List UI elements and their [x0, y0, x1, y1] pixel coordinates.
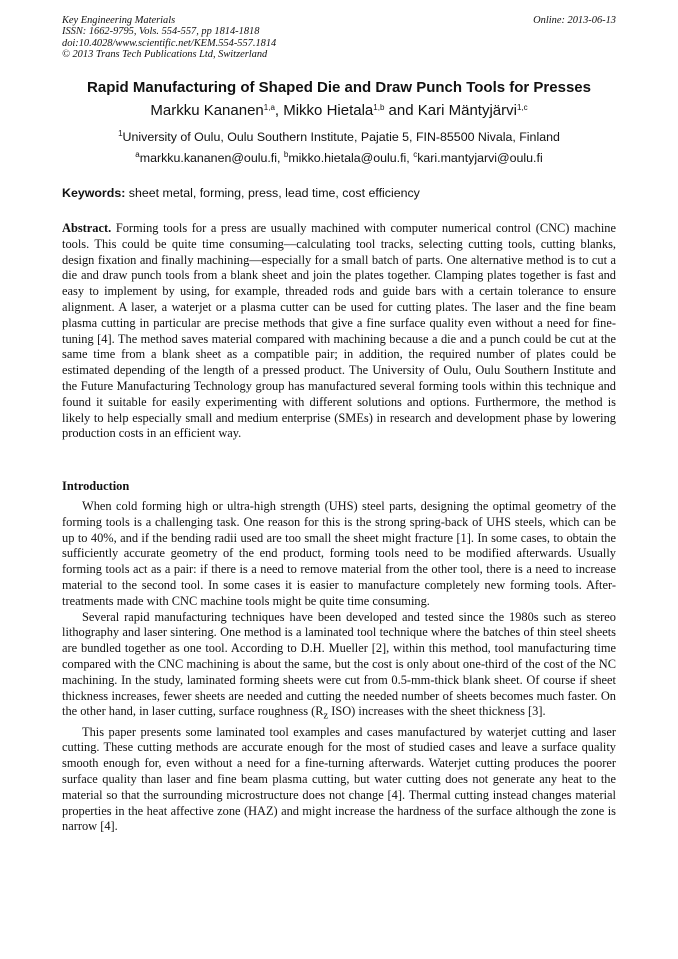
- abstract-label: Abstract.: [62, 221, 112, 235]
- author-name: Markku Kananen: [150, 102, 264, 119]
- author-name: Kari Mäntyjärvi: [417, 102, 517, 119]
- author-affiliation-marker: 1,c: [516, 103, 528, 112]
- affiliation-text: University of Oulu, Oulu Southern Institute, Pajatie 5, FIN-85500 Nivala, Finland: [122, 130, 560, 144]
- journal-header: [62, 15, 616, 61]
- email-address: markku.kananen@oulu.fi,: [139, 151, 284, 165]
- author-separator: ,: [274, 102, 284, 119]
- journal-issn: ISSN: 1662-9795, Vols. 554-557, pp 1814-1818: [62, 26, 260, 38]
- author-affiliation-marker: 1,a: [263, 103, 275, 112]
- introduction-body: [62, 499, 616, 835]
- affiliation-marker: 1: [118, 129, 123, 138]
- intro-paragraph-3: This paper presents some laminated tool examples and cases manufactured by waterjet cutting and laser cutting. These cutting methods are accurate enough for the most of studied cases and leave a surface quality smooth enough for, even without a need for a fine-turning afterwards. Waterjet cutting produces the poorer surface quality than laser and fine beam plasma cutting, but water cutting does not generate any heat to the material so that the surrounding microstructure does not change [4]. Thermal cutting instead changes material properties in the heat affective zone (HAZ) and might increase the hardness of the surface although the zone is narrow [4].: [62, 724, 616, 834]
- abstract-text: Forming tools for a press are usually machined with computer numerical control (CNC) machine tools. This could be quite time consuming—calculating tool tracks, selecting cutting tools, cutting blanks, design fixation and finally machining—especially for a small batch of parts. One alternative method is to cut a die and draw punch tools from a blank sheet and join the plates together. Clamping plates together is fast and easy to implement by using, for example, threaded rods and guide bars with a certain tolerance to ensure alignment. A laser, a waterjet or a plasma cutter can be used for cutting plates. The laser and the fine beam plasma cutting in particular are precise methods that give a fine surface quality even without a need for fine-tuning [4]. The method saves material compared with machining because a die and a punch could be cut at the same time from a blank sheet as a compatible pair; in addition, the required number of plates could be estimated depending of the length of a pressed product. The University of Oulu, Oulu Southern Institute and the Future Manufacturing Technology group has manufactured several forming tools within this technique and found it suitable for easily experimenting with different solutions and options. Furthermore, the method is likely to help especially small and medium enterprise (SMEs) in research and development phase by lowering production costs in an efficient way.: [62, 221, 616, 441]
- keywords: [62, 186, 616, 200]
- paper-title: Rapid Manufacturing of Shaped Die and Draw Punch Tools for Presses: [87, 79, 591, 96]
- intro-paragraph-1: When cold forming high or ultra-high strength (UHS) steel parts, designing the optimal geometry of the forming tools is a challenging task. One reason for this is the strong spring-back of UHS steels, which can be up to 40%, and if the bending radii used are too small the sheet might fracture [1]. In some cases, to obtain the sufficiently accurate geometry of the end product, forming tools need to be modified afterwards. Usually forming tools act as a pair: if there is a need to remove material from the other tool, there is a need to increase material to the second tool. In some cases it is easier to manufacture completely new forming tools. After-treatments made with CNC machine tools might be quite time consuming.: [62, 499, 616, 608]
- journal-name: Key Engineering Materials: [62, 15, 176, 26]
- section-heading-introduction: Introduction: [62, 479, 130, 493]
- email-address: kari.mantyjarvi@oulu.fi: [417, 151, 543, 165]
- author-separator: and: [384, 102, 418, 119]
- journal-copyright: © 2013 Trans Tech Publications Ltd, Switzerland: [62, 49, 268, 61]
- author-emails: [62, 151, 616, 165]
- author-affiliation-marker: 1,b: [373, 103, 385, 112]
- intro-paragraph-2: [62, 610, 616, 725]
- abstract-paragraph: [62, 221, 616, 442]
- roughness-subscript: z: [323, 710, 329, 722]
- keywords-label: Keywords:: [62, 186, 126, 200]
- intro-paragraph-2-end: ISO) increases with the sheet thickness [3].: [328, 704, 546, 719]
- author-list: [62, 102, 616, 119]
- affiliation: [62, 130, 616, 144]
- author-name: Mikko Hietala: [283, 102, 374, 119]
- keywords-text: sheet metal, forming, press, lead time, cost efficiency: [125, 186, 420, 200]
- email-marker: b: [283, 150, 289, 159]
- email-marker: c: [413, 150, 418, 159]
- journal-doi: doi:10.4028/www.scientific.net/KEM.554-557.1814: [62, 37, 277, 49]
- email-address: mikko.hietala@oulu.fi,: [288, 151, 414, 165]
- email-marker: a: [135, 150, 140, 159]
- abstract: [62, 221, 616, 442]
- intro-paragraph-2-text: Several rapid manufacturing techniques have been developed and tested since the 1980s such as stereo lithography and laser sintering. One method is a laminated tool technique where the batches of thin steel sheets are bundled together as one tool. According to D.H. Mueller [2], within this method, tool manufacturing time compared with the CNC machining is about the same, but the cost is only about one-third of the cost of the NC machining. In the study, laminated forming sheets were cut from 0.5-mm-thick blank sheet. Of course if sheet thickness increases, fewer sheets are needed and cutting the needed number of sheets becomes much faster. On the other hand, in laser cutting, surface roughness (R: [62, 609, 616, 719]
- online-date: Online: 2013-06-13: [533, 15, 616, 26]
